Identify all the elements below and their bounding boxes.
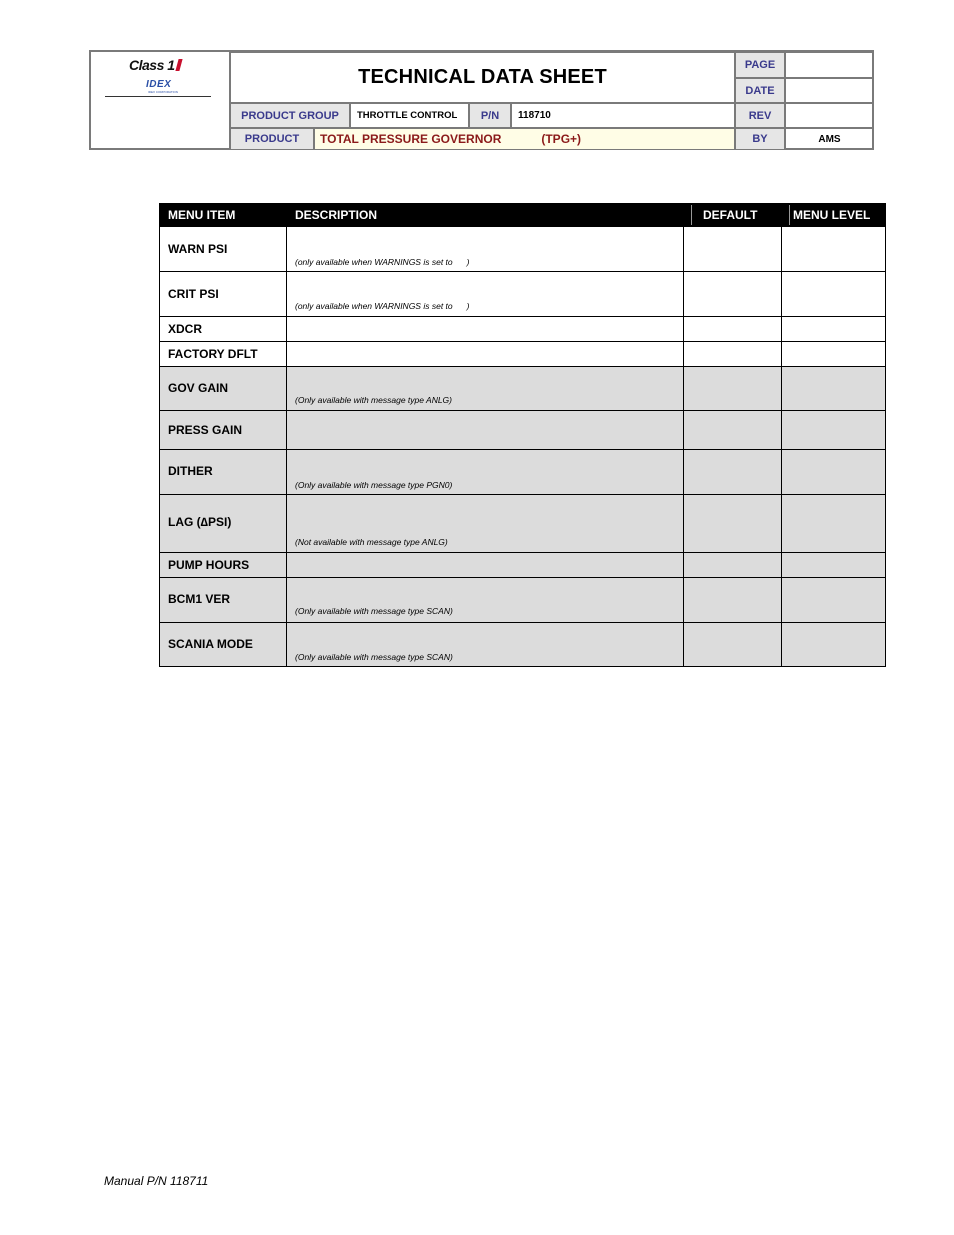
menu-level-cell: [782, 553, 885, 577]
default-cell: [684, 317, 782, 341]
description-note: (Only available with message type SCAN): [295, 652, 453, 662]
default-cell: [684, 578, 782, 622]
menu-level-cell: [782, 411, 885, 449]
description-cell: [287, 411, 684, 449]
table-row: [159, 553, 886, 578]
table-row: [159, 227, 886, 272]
pn-label: P/N: [469, 103, 511, 128]
rev-label: REV: [735, 103, 785, 128]
description-cell: [287, 342, 684, 366]
menu-item-name: DITHER: [168, 464, 213, 478]
product-group-label: PRODUCT GROUP: [230, 103, 350, 128]
menu-level-cell: [782, 342, 885, 366]
rev-value: [785, 103, 874, 128]
table-row: [159, 367, 886, 411]
menu-level-cell: [782, 272, 885, 316]
default-cell: [684, 623, 782, 666]
menu-item-name: WARN PSI: [168, 242, 228, 256]
table-row: [159, 495, 886, 553]
manual-part-number: Manual P/N 118711: [104, 1174, 209, 1188]
table-row: [159, 342, 886, 367]
description-note: (Not available with message type ANLG): [295, 537, 448, 547]
table-row: [159, 578, 886, 623]
description-note: (Only available with message type ANLG): [295, 395, 453, 405]
default-cell: [684, 367, 782, 410]
description-cell: [287, 317, 684, 341]
table-header: [159, 203, 886, 227]
menu-item-name: XDCR: [168, 322, 203, 336]
class1-logo: Class 1: [129, 57, 181, 73]
product-suffix: (TPG+): [541, 132, 582, 146]
document-title: TECHNICAL DATA SHEET: [230, 52, 735, 103]
table-row: [159, 450, 886, 495]
default-cell: [684, 495, 782, 552]
by-label: BY: [735, 128, 785, 150]
description-note: (Only available with message type PGN0): [295, 480, 453, 490]
date-value: [785, 78, 874, 103]
menu-level-cell: [782, 495, 885, 552]
menu-level-cell: [782, 367, 885, 410]
menu-level-cell: [782, 227, 885, 271]
document-header: [89, 50, 874, 150]
col-description: DESCRIPTION: [295, 208, 378, 222]
logo-divider: [105, 96, 211, 97]
table-row: [159, 623, 886, 667]
description-cell: [287, 553, 684, 577]
col-menu-item: MENU ITEM: [168, 208, 236, 222]
default-cell: [684, 553, 782, 577]
col-menu-level: MENU LEVEL: [793, 208, 871, 222]
product-name: TOTAL PRESSURE GOVERNOR: [320, 132, 502, 146]
product-label: PRODUCT: [230, 128, 314, 150]
description-note: (Only available with message type SCAN): [295, 606, 453, 616]
menu-level-cell: [782, 317, 885, 341]
col-default: DEFAULT: [703, 208, 758, 222]
menu-item-name: PRESS GAIN: [168, 423, 243, 437]
menu-level-cell: [782, 450, 885, 494]
pn-value: 118710: [511, 103, 735, 128]
menu-level-cell: [782, 623, 885, 666]
idex-logo: IDEX: [146, 79, 172, 90]
menu-item-name: LAG (∆PSI): [168, 515, 232, 529]
menu-item-name: BCM1 VER: [168, 592, 231, 606]
description-note: (only available when WARNINGS is set to ): [295, 257, 470, 267]
product-value: [314, 128, 735, 150]
company-logo: [91, 52, 230, 150]
default-cell: [684, 227, 782, 271]
menu-level-cell: [782, 578, 885, 622]
menu-item-name: SCANIA MODE: [168, 637, 253, 651]
table-row: [159, 272, 886, 317]
default-cell: [684, 450, 782, 494]
menu-item-name: GOV GAIN: [168, 381, 229, 395]
by-value: AMS: [785, 128, 874, 150]
page-value: [785, 52, 874, 78]
menu-item-name: PUMP HOURS: [168, 558, 250, 572]
default-cell: [684, 272, 782, 316]
date-label: DATE: [735, 78, 785, 103]
idex-logo-subtitle: IDEX CORPORATION: [148, 90, 178, 94]
table-row: [159, 317, 886, 342]
description-note: (only available when WARNINGS is set to ): [295, 301, 470, 311]
product-group-value: THROTTLE CONTROL: [350, 103, 469, 128]
menu-item-name: FACTORY DFLT: [168, 347, 258, 361]
page-label: PAGE: [735, 52, 785, 78]
default-cell: [684, 411, 782, 449]
menu-item-name: CRIT PSI: [168, 287, 219, 301]
default-cell: [684, 342, 782, 366]
table-row: [159, 411, 886, 450]
